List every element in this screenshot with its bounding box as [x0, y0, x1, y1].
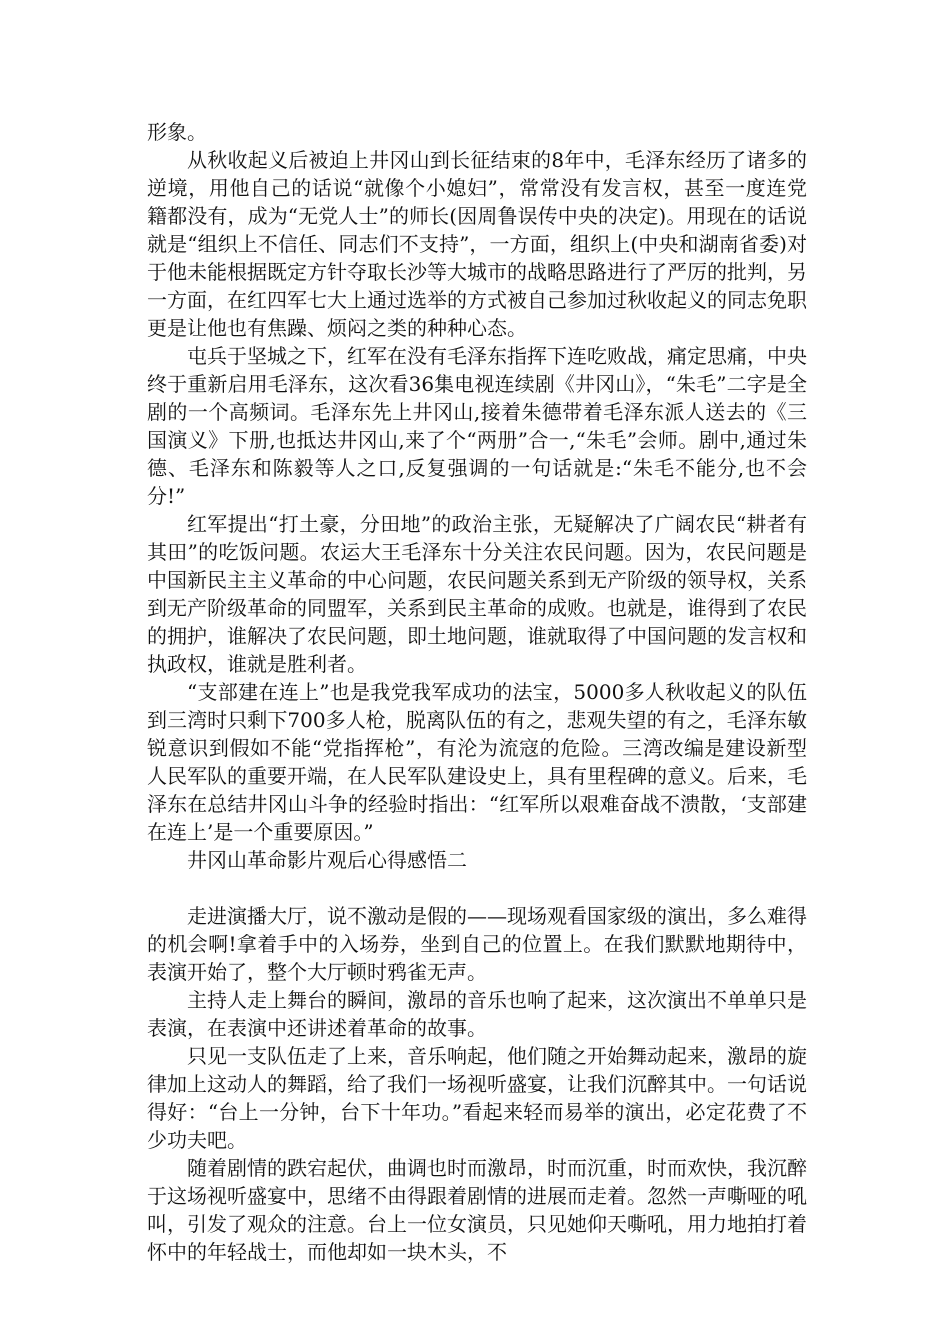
paragraph: 随着剧情的跌宕起伏，曲调也时而激昂，时而沉重，时而欢快，我沉醉于这场视听盛宴中，思绪不由得跟着剧情的进展而走着。忽然一声嘶哑的吼叫，引发了观众的注意。台上一位女演员，只见她仰天嘶吼，用力地拍打着怀中的年轻战士，而他却如一块木头，不	[147, 1156, 807, 1264]
paragraph: 走进演播大厅，说不激动是假的——现场观看国家级的演出，多么难得的机会啊!拿着手中的入场券，坐到自己的位置上。在我们默默地期待中，表演开始了，整个大厅顿时鸦雀无声。	[147, 904, 807, 984]
paragraph: 主持人走上舞台的瞬间，激昂的音乐也响了起来，这次演出不单单只是表演，在表演中还讲述着革命的故事。	[147, 988, 807, 1040]
paragraph: “支部建在连上”也是我党我军成功的法宝，5000多人秋收起义的队伍到三湾时只剩下700多人枪，脱离队伍的有之，悲观失望的有之，毛泽东敏锐意识到假如不能“党指挥枪”，有沦为流寇的危险。三湾改编是建设新型人民军队的重要开端，在人民军队建设史上，具有里程碑的意义。后来，毛泽东在总结井冈山斗争的经验时指出：“红军所以艰难奋战不溃散，‘支部建在连上’是一个重要原因。”	[147, 680, 807, 844]
document-page	[147, 118, 807, 1266]
section-subheading: 井冈山革命影片观后心得感悟二	[187, 848, 467, 872]
paragraph: 只见一支队伍走了上来，音乐响起，他们随之开始舞动起来，激昂的旋律加上这动人的舞蹈，给了我们一场视听盛宴，让我们沉醉其中。一句话说得好：“台上一分钟，台下十年功。”看起来轻而易举的演出，必定花费了不少功夫吧。	[147, 1044, 807, 1152]
paragraph: 红军提出“打土豪，分田地”的政治主张，无疑解决了广阔农民“耕者有其田”的吃饭问题。农运大王毛泽东十分关注农民问题。因为，农民问题是中国新民主主义革命的中心问题，农民问题关系到无产阶级的领导权，关系到无产阶级革命的同盟军，关系到民主革命的成败。也就是，谁得到了农民的拥护，谁解决了农民问题，即土地问题，谁就取得了中国问题的发言权和执政权，谁就是胜利者。	[147, 512, 807, 676]
blank-line	[147, 874, 807, 902]
paragraph-continuation: 形象。	[147, 120, 207, 144]
paragraph: 屯兵于坚城之下，红军在没有毛泽东指挥下连吃败战，痛定思痛，中央终于重新启用毛泽东，这次看36集电视连续剧《井冈山》，“朱毛”二字是全剧的一个高频词。毛泽东先上井冈山,接着朱德带着毛泽东派人送去的《三国演义》下册,也抵达井冈山,来了个“两册”合一,“朱毛”会师。剧中,通过朱德、毛泽东和陈毅等人之口,反复强调的一句话就是:“朱毛不能分,也不会分!”	[147, 344, 807, 508]
paragraph: 从秋收起义后被迫上井冈山到长征结束的8年中，毛泽东经历了诸多的逆境，用他自己的话说“就像个小媳妇”，常常没有发言权，甚至一度连党籍都没有，成为“无党人士”的师长(因周鲁误传中央的决定)。用现在的话说就是“组织上不信任、同志们不支持”，一方面，组织上(中央和湖南省委)对于他未能根据既定方针夺取长沙等大城市的战略思路进行了严厉的批判，另一方面，在红四军七大上通过选举的方式被自己参加过秋收起义的同志免职更是让他也有焦躁、烦闷之类的种种心态。	[147, 148, 807, 340]
